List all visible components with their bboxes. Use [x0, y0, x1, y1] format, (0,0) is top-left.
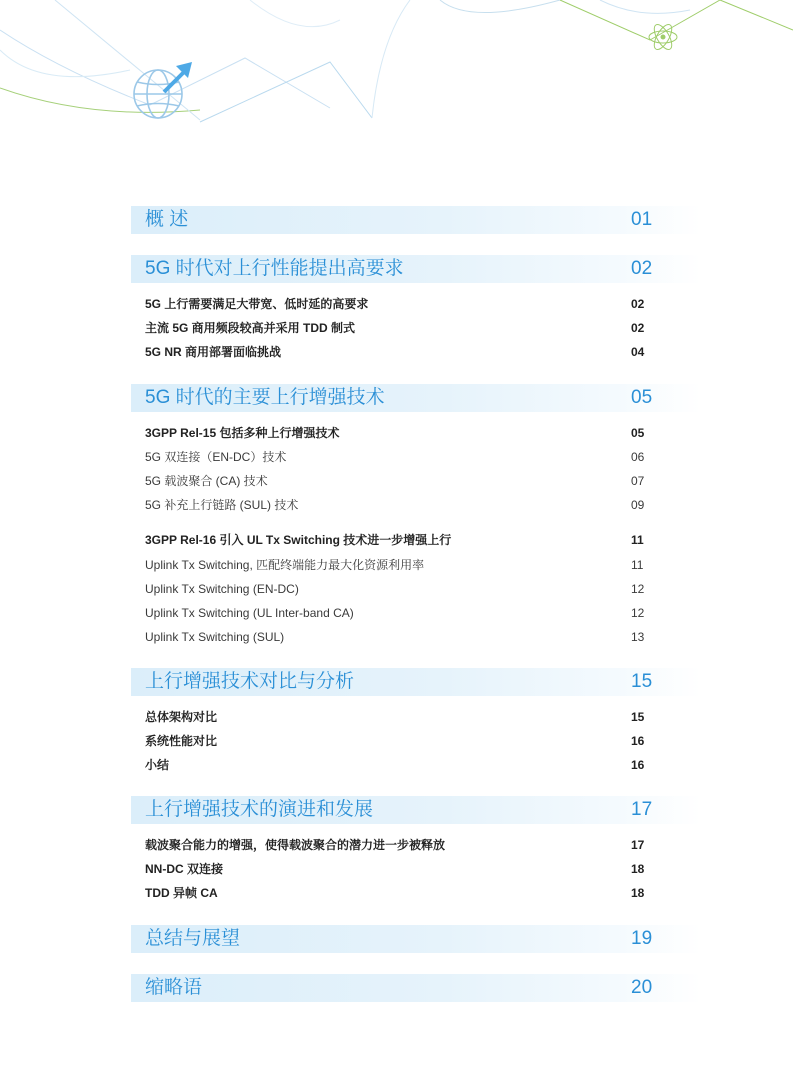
toc-entry[interactable]	[131, 708, 701, 726]
entry-title: 5G 双连接（EN-DC）技术	[145, 450, 287, 464]
entry-page-number: 17	[631, 838, 645, 852]
toc-section-header[interactable]	[131, 796, 701, 824]
entry-page-number: 18	[631, 862, 645, 876]
section-page-number: 15	[631, 671, 653, 692]
toc-entry[interactable]	[131, 836, 701, 854]
globe-arrow-icon	[128, 54, 200, 126]
entry-title: 小结	[145, 758, 170, 772]
section-title: 5G 时代对上行性能提出高要求	[145, 258, 404, 279]
toc-entry[interactable]	[131, 448, 701, 466]
toc-entry[interactable]	[131, 424, 701, 442]
toc-entry[interactable]	[131, 628, 701, 646]
section-page-number: 17	[631, 799, 653, 820]
entry-title: 主流 5G 商用频段较高并采用 TDD 制式	[145, 321, 356, 335]
toc-section-header[interactable]	[131, 384, 701, 412]
toc-entry[interactable]	[131, 319, 701, 337]
entry-title: 载波聚合能力的增强，使得载波聚合的潜力进一步被释放	[145, 838, 446, 852]
entry-title: 5G 载波聚合 (CA) 技术	[145, 474, 268, 488]
entry-title: Uplink Tx Switching, 匹配终端能力最大化资源利用率	[145, 558, 425, 572]
toc-section-header[interactable]	[131, 668, 701, 696]
section-page-number: 20	[631, 977, 653, 998]
entry-title: 3GPP Rel-15 包括多种上行增强技术	[145, 426, 340, 440]
toc-entry[interactable]	[131, 860, 701, 878]
toc-entry[interactable]	[131, 756, 701, 774]
toc-entry[interactable]	[131, 604, 701, 622]
entry-page-number: 09	[631, 498, 645, 512]
entry-page-number: 16	[631, 758, 645, 772]
entry-title: 系统性能对比	[145, 734, 218, 748]
entry-page-number: 07	[631, 474, 645, 488]
section-page-number: 19	[631, 928, 653, 949]
entry-page-number: 12	[631, 606, 645, 620]
entry-page-number: 18	[631, 886, 645, 900]
entry-title: Uplink Tx Switching (EN-DC)	[145, 582, 299, 596]
section-title: 缩略语	[145, 977, 203, 998]
entry-page-number: 04	[631, 345, 645, 359]
entry-title: 5G 上行需要满足大带宽、低时延的高要求	[145, 297, 369, 311]
entry-page-number: 02	[631, 321, 645, 335]
atom-icon	[646, 20, 680, 54]
toc-entry[interactable]	[131, 884, 701, 902]
entry-page-number: 11	[631, 533, 644, 547]
entry-title: 5G NR 商用部署面临挑战	[145, 345, 282, 359]
section-title: 5G 时代的主要上行增强技术	[145, 387, 385, 408]
section-title: 概 述	[145, 209, 189, 230]
section-page-number: 01	[631, 209, 653, 230]
entry-title: 5G 补充上行链路 (SUL) 技术	[145, 498, 299, 512]
entry-title: NN-DC 双连接	[145, 862, 223, 876]
entry-title: Uplink Tx Switching (UL Inter-band CA)	[145, 606, 354, 620]
entry-page-number: 13	[631, 630, 645, 644]
toc-entry[interactable]	[131, 732, 701, 750]
toc-section-header[interactable]	[131, 255, 701, 283]
toc-section-header[interactable]	[131, 206, 701, 234]
toc-entry[interactable]	[131, 472, 701, 490]
toc-entry[interactable]	[131, 531, 701, 549]
entry-page-number: 05	[631, 426, 645, 440]
section-title: 上行增强技术对比与分析	[145, 671, 355, 692]
toc-entry[interactable]	[131, 295, 701, 313]
entry-page-number: 02	[631, 297, 645, 311]
entry-title: 总体架构对比	[145, 710, 218, 724]
entry-title: TDD 异帧 CA	[145, 886, 218, 900]
toc-entry[interactable]	[131, 496, 701, 514]
toc-entry[interactable]	[131, 556, 701, 574]
entry-page-number: 11	[631, 558, 644, 572]
entry-page-number: 16	[631, 734, 645, 748]
toc-section-header[interactable]	[131, 974, 701, 1002]
toc-entry[interactable]	[131, 343, 701, 361]
entry-title: 3GPP Rel-16 引入 UL Tx Switching 技术进一步增强上行	[145, 533, 452, 547]
section-page-number: 02	[631, 258, 653, 279]
section-title: 上行增强技术的演进和发展	[145, 799, 374, 820]
toc-section-header[interactable]	[131, 925, 701, 953]
entry-page-number: 06	[631, 450, 645, 464]
entry-page-number: 15	[631, 710, 645, 724]
toc-entry[interactable]	[131, 580, 701, 598]
entry-title: Uplink Tx Switching (SUL)	[145, 630, 285, 644]
section-title: 总结与展望	[145, 928, 241, 949]
section-page-number: 05	[631, 387, 653, 408]
entry-page-number: 12	[631, 582, 645, 596]
